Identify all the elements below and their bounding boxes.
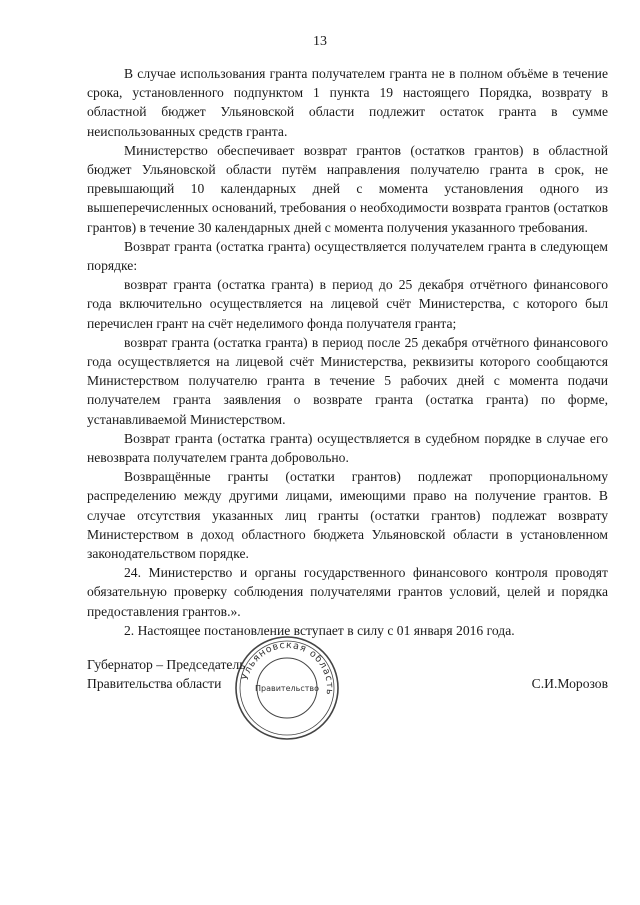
paragraph-item-24: 24. Министерство и органы государственного финансового контроля проводят обязательную проверку соблюдения получателями грантов условий, целей и порядка предоставления грантов.». bbox=[87, 565, 608, 619]
paragraph-effective-date: 2. Настоящее постановление вступает в силу с 01 января 2016 года. bbox=[124, 622, 515, 638]
paragraph-judicial-return: Возврат гранта (остатка гранта) осуществляется в судебном порядке в случае его невозврата получателем гранта добровольно. bbox=[87, 430, 608, 466]
page-number: 13 bbox=[313, 34, 327, 49]
signer-title-line-1: Губернатор – Председатель bbox=[87, 657, 246, 672]
paragraph-return-order: Возврат гранта (остатка гранта) осуществляется получателем гранта в следующем порядке: bbox=[87, 238, 608, 274]
signer-name: С.И.Морозов bbox=[531, 676, 608, 691]
document-body bbox=[87, 64, 608, 640]
paragraph-ministry-return: Министерство обеспечивает возврат грантов (остатков грантов) в областной бюджет Ульяновской области путём направления получателю гранта в срок, не превышающий 10 календарных дней с момента установления одного из вышеперечисленных оснований, требования о необходимости возврата грантов (остатков грантов) в течение 30 календарных дней с момента получения указанного требования. bbox=[87, 142, 608, 235]
seal-center-text: Правительство bbox=[255, 684, 319, 693]
paragraph-redistribution: Возвращённые гранты (остатки грантов) подлежат пропорциональному распределению между другими лицами, имеющими право на получение грантов. В случае отсутствия указанных лиц гранты (остатки грантов) подлежат возврату Министерством в доход областного бюджета Ульяновской области в установленном законодательством порядке. bbox=[87, 469, 608, 562]
signature-block bbox=[87, 655, 608, 693]
paragraph-return-after-dec25: возврат гранта (остатка гранта) в период после 25 декабря отчётного финансового года осуществляется на лицевой счёт Министерства, реквизиты которого сообщаются Министерством получателю гранта в течение 5 рабочих дней с момента подачи получателем гранта заявления о возврате гранта (остатка гранта) по форме, устанавливаемой Министерством. bbox=[87, 334, 608, 427]
signer-title-line-2: Правительства области bbox=[87, 676, 222, 692]
seal-ring-text: Ульяновская область bbox=[239, 639, 336, 697]
paragraph-return-before-dec25: возврат гранта (остатка гранта) в период до 25 декабря отчётного финансового года включительно осуществляется на лицевой счёт Министерства, с которого был перечислен грант на счёт неделимого фонда получателя гранта; bbox=[87, 277, 608, 331]
paragraph-unused-grant: В случае использования гранта получателем гранта не в полном объёме в течение срока, установленного подпунктом 1 пункта 19 настоящего Порядка, возврату в областной бюджет Ульяновской области подлежит остаток гранта в сумме неиспользованных средств гранта. bbox=[87, 66, 608, 139]
